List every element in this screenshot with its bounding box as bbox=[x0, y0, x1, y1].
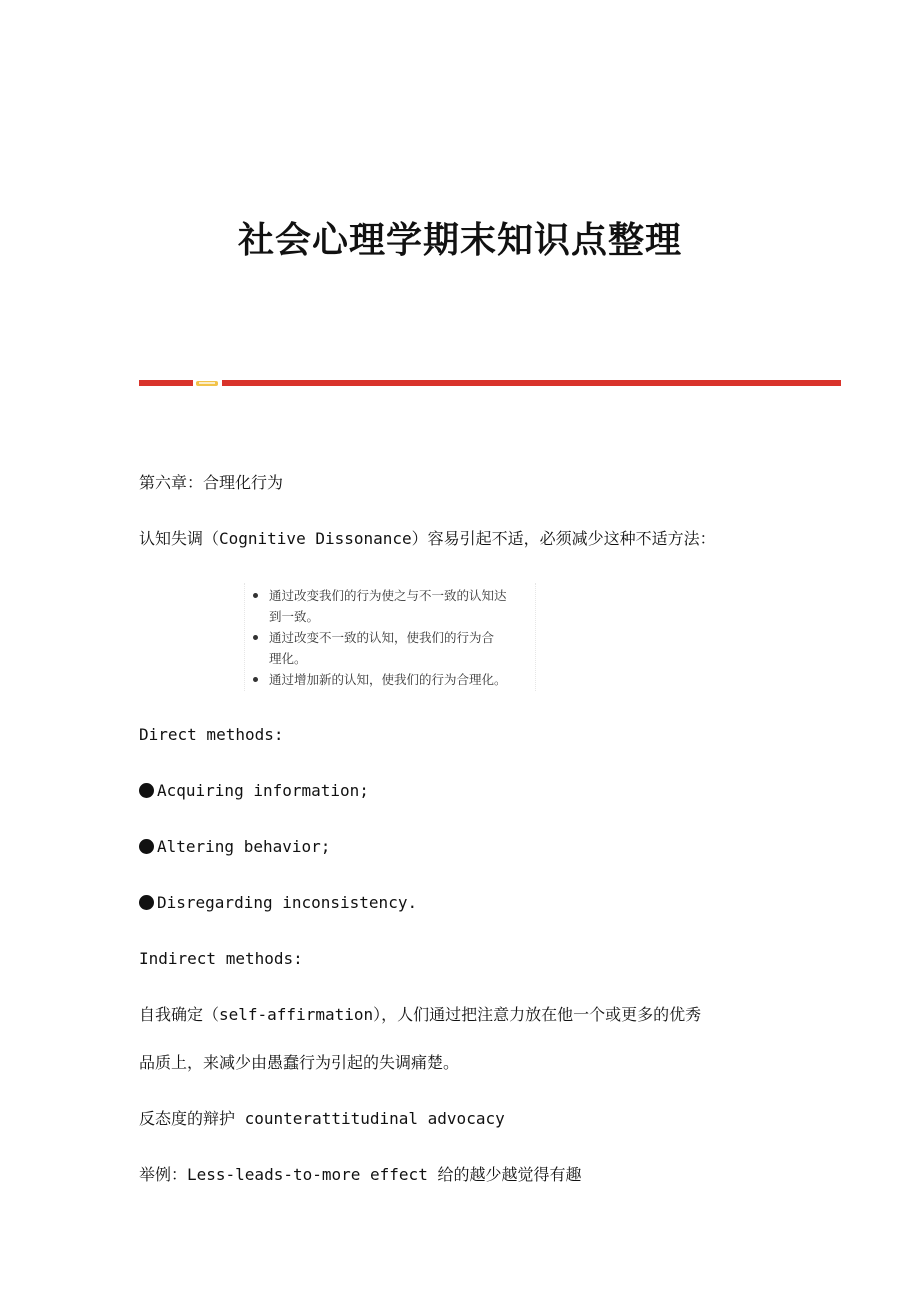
divider-ornament bbox=[196, 381, 218, 386]
direct-method-text: Altering behavior; bbox=[157, 837, 331, 856]
direct-method-item bbox=[139, 780, 369, 802]
example-line: 举例：Less-leads-to-more effect 给的越少越觉得有趣 bbox=[139, 1165, 582, 1184]
counterattitudinal-advocacy: 反态度的辩护 counterattitudinal advocacy bbox=[139, 1109, 505, 1128]
bullet-icon bbox=[253, 635, 258, 640]
dissonance-intro: 认知失调（Cognitive Dissonance）容易引起不适，必须减少这种不适方法： bbox=[139, 529, 716, 548]
embedded-item-text-continued: 到一致。 bbox=[269, 609, 320, 624]
title-divider-left bbox=[139, 380, 193, 386]
embedded-image-list bbox=[244, 583, 536, 691]
self-affirmation-paragraph: 自我确定（self-affirmation），人们通过把注意力放在他一个或更多的优秀 bbox=[139, 1005, 702, 1024]
bullet-icon bbox=[139, 839, 154, 854]
chapter-heading: 第六章：合理化行为 bbox=[139, 473, 284, 492]
direct-method-text: Acquiring information; bbox=[157, 781, 369, 800]
self-affirmation-paragraph-continued: 品质上，来减少由愚蠢行为引起的失调痛楚。 bbox=[139, 1053, 460, 1072]
bullet-icon bbox=[253, 593, 258, 598]
title-divider-right bbox=[222, 380, 841, 386]
bullet-icon bbox=[139, 895, 154, 910]
bullet-icon bbox=[253, 677, 258, 682]
direct-method-item bbox=[139, 892, 417, 914]
bullet-icon bbox=[139, 783, 154, 798]
direct-methods-heading: Direct methods: bbox=[139, 725, 284, 744]
indirect-methods-heading: Indirect methods: bbox=[139, 949, 303, 968]
embedded-item-text-continued: 理化。 bbox=[269, 651, 307, 666]
embedded-item-text: 通过改变我们的行为使之与不一致的认知达 bbox=[269, 588, 507, 603]
direct-method-item bbox=[139, 836, 330, 858]
embedded-item-text: 通过增加新的认知，使我们的行为合理化。 bbox=[269, 672, 507, 687]
document-title: 社会心理学期末知识点整理 bbox=[237, 219, 682, 261]
direct-method-text: Disregarding inconsistency. bbox=[157, 893, 418, 912]
embedded-item-text: 通过改变不一致的认知，使我们的行为合 bbox=[269, 630, 495, 645]
